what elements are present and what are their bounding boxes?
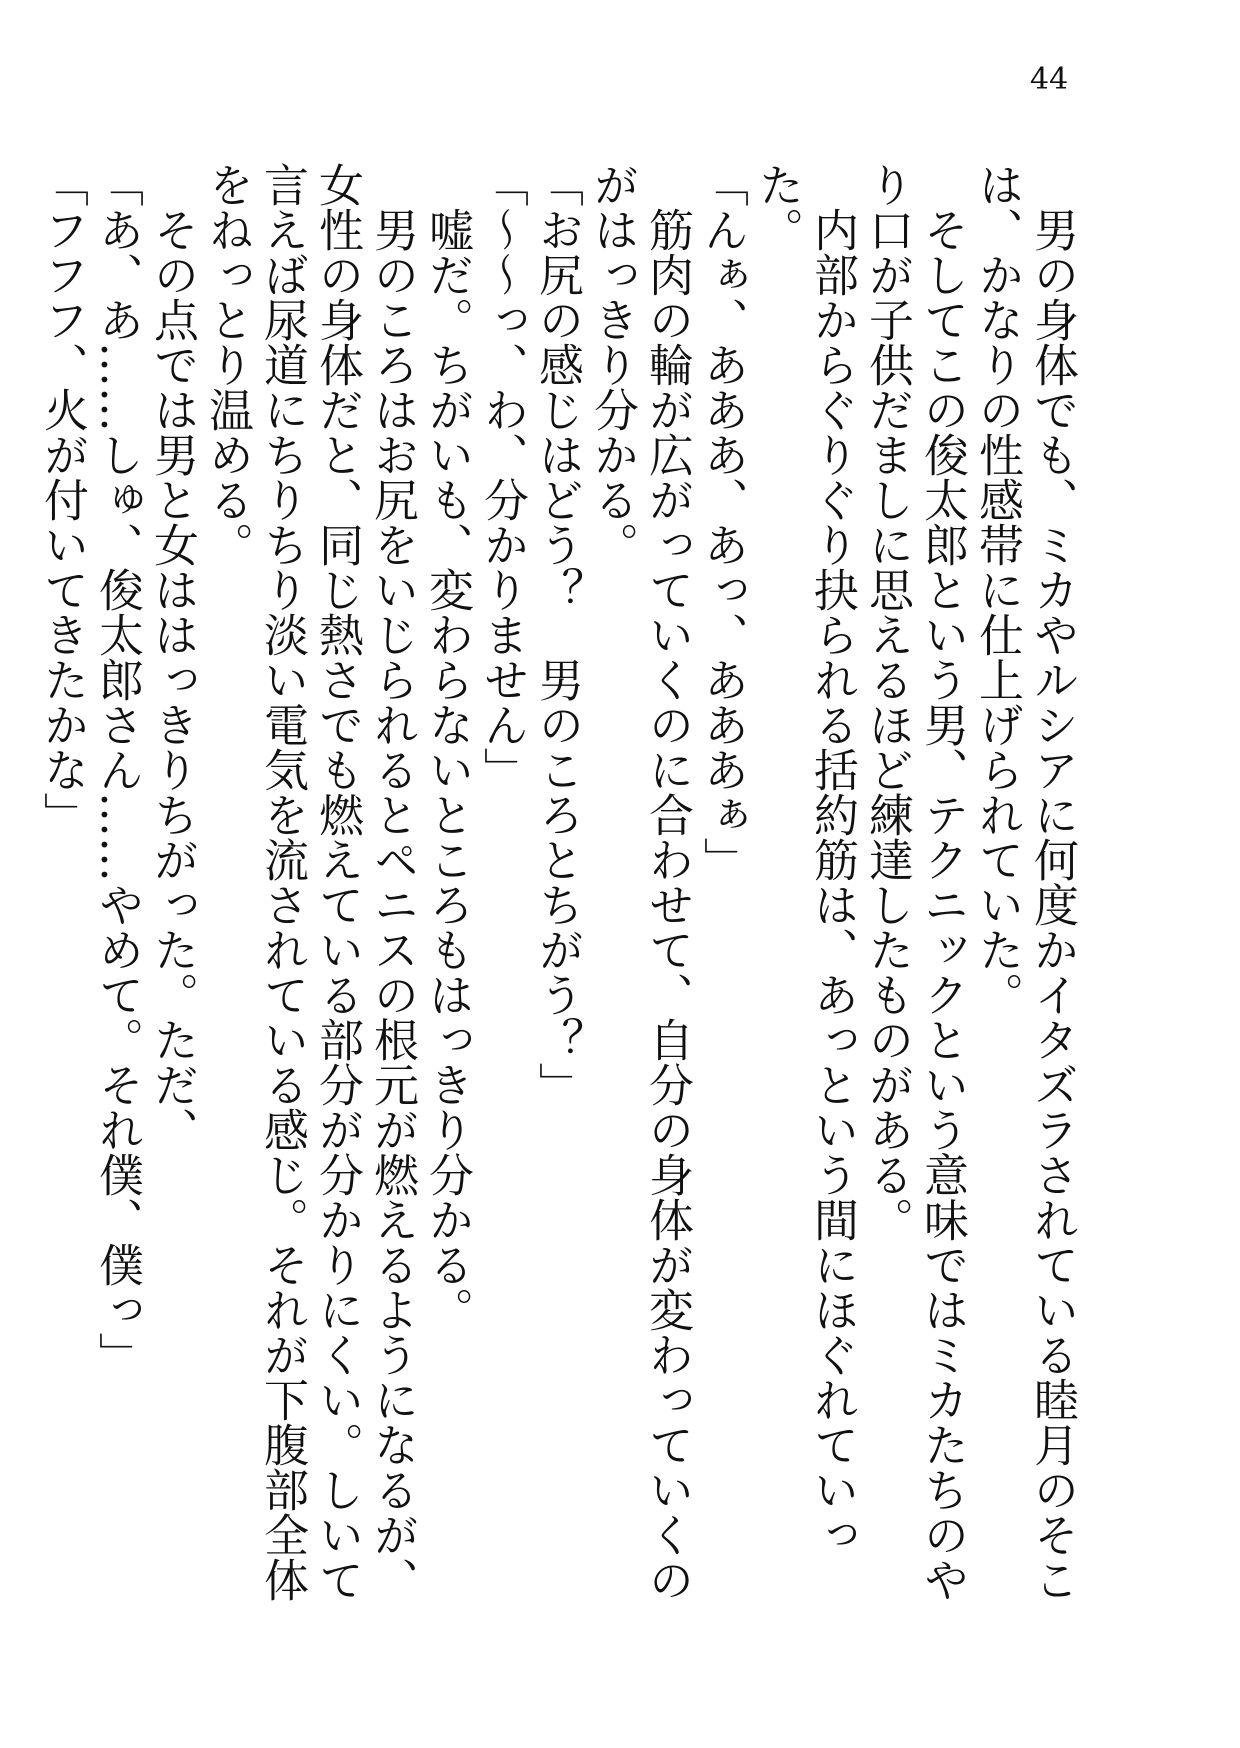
paragraph: 「〜〜っ、わ、分かりません」: [476, 162, 529, 792]
paragraph: 男のころはお尻をいじられるとペニスの根元が燃えるようになるが、女性の身体だと、同じ熱さでも燃えている部分が分かりにくい。しいて言えば尿道にちりちり淡い電気を流されている感じ。それが下腹部全体をねっとり温める。: [201, 162, 419, 1602]
paragraph: 嘘だ。ちがいも、変わらないところもはっきり分かる。: [421, 207, 474, 1332]
paragraph: 「フフフ、火が付いてきたかな」: [36, 162, 89, 837]
paragraph: 男の身体でも、ミカやルシアに何度かイタズラされている睦月のそこは、かなりの性感帯に仕上げられていた。: [971, 162, 1079, 1602]
paragraph: 筋肉の輪が広がっていくのに合わせて、自分の身体が変わっていくのがはっきり分かる。: [586, 162, 694, 1602]
page-number: 44: [1030, 62, 1069, 97]
paragraph: そしてこの俊太郎という男、テクニックという意味ではミカたちのやり口が子供だましに思えるほど練達したものがある。: [861, 162, 969, 1602]
paragraph: 「お尻の感じはどう？ 男のころとちがう？」: [531, 162, 584, 1107]
paragraph: 内部からぐりぐり抉られる括約筋は、あっという間にほぐれていった。: [751, 162, 859, 1557]
paragraph: その点では男と女ははっきりちがった。ただ、: [146, 207, 199, 1152]
paragraph: 「あ、あ……しゅ、俊太郎さん……やめて。それ僕、僕っ」: [91, 162, 144, 1377]
vertical-text-body: [36, 162, 1080, 1632]
paragraph: 「んぁ、あああ、あっ、あああぁ」: [696, 162, 749, 882]
